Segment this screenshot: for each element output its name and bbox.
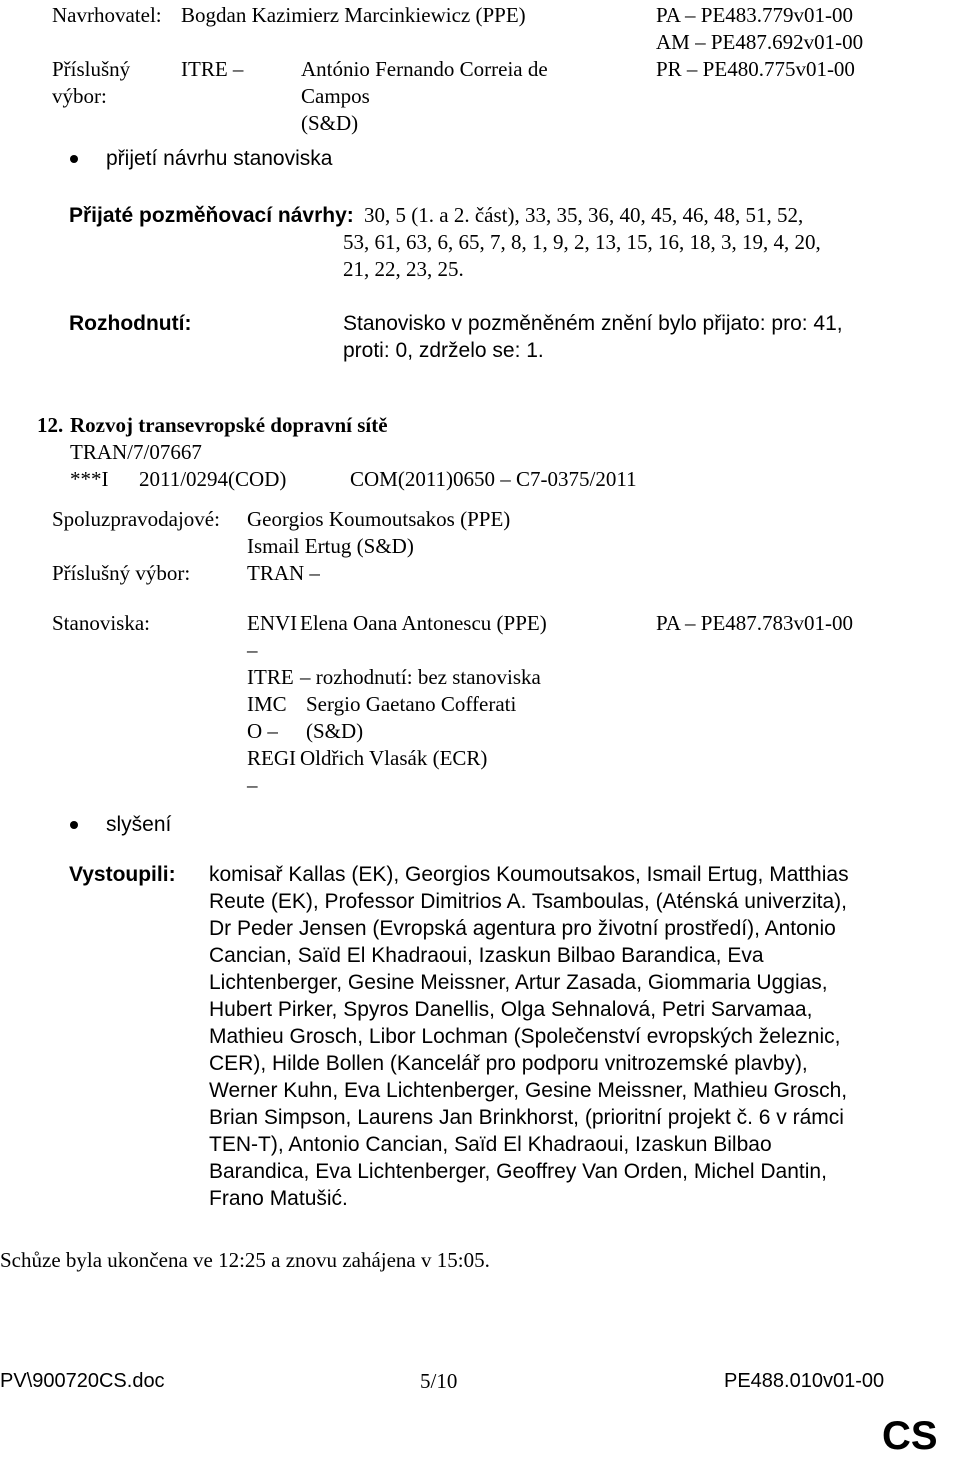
procedure-type: ***I: [70, 467, 109, 491]
reference-pa: PA – PE483.779v01-00: [656, 3, 854, 27]
opinion-envi-code: ENVI: [247, 611, 298, 635]
footer-page-number: 5/10: [420, 1369, 458, 1393]
speakers-line: TEN-T), Antonio Cancian, Saïd El Khadraoui, Izaskun Bilbao: [209, 1133, 772, 1156]
speakers-line: Cancian, Saïd El Khadraoui, Izaskun Bilbao Barandica, Eva: [209, 944, 764, 967]
amendments-line3: 21, 22, 23, 25.: [343, 257, 464, 281]
speakers-line: Mathieu Grosch, Libor Lochman (Společenství evropských železnic,: [209, 1025, 841, 1048]
speakers-line: Werner Kuhn, Eva Lichtenberger, Gesine Meissner, Mathieu Grosch,: [209, 1079, 848, 1102]
opinion-itre-code: ITRE: [247, 665, 294, 689]
opinion-imco-name: Sergio Gaetano Cofferati: [306, 692, 517, 716]
bullet-icon: [70, 155, 78, 163]
speakers-list: [209, 861, 849, 1212]
reference-am: AM – PE487.692v01-00: [656, 30, 864, 54]
speakers-line: CER), Hilde Bollen (Kancelář pro podporu vnitrozemské plavby),: [209, 1052, 808, 1075]
speakers-label: Vystoupili:: [69, 863, 176, 886]
opinion-envi-name: Elena Oana Antonescu (PPE): [300, 611, 547, 635]
decision-label: Rozhodnutí:: [69, 312, 192, 335]
document-code: COM(2011)0650 – C7-0375/2011: [350, 467, 637, 491]
speakers-line: Frano Matušić.: [209, 1187, 348, 1210]
footer-filename: PV\900720CS.doc: [0, 1370, 165, 1392]
opinion-imco-group: (S&D): [306, 719, 364, 743]
bullet-adoption-text: přijetí návrhu stanoviska: [106, 147, 333, 170]
speakers-line: Brian Simpson, Laurens Jan Brinkhorst, (prioritní projekt č. 6 v rámci: [209, 1106, 844, 1129]
bullet-hearing-text: slyšení: [106, 813, 172, 836]
opinion-envi-dash: –: [247, 638, 258, 662]
reference-pr: PR – PE480.775v01-00: [656, 57, 855, 81]
speakers-line: komisař Kallas (EK), Georgios Koumoutsakos, Ismail Ertug, Matthias: [209, 863, 849, 886]
committee-person-line3: (S&D): [301, 111, 359, 135]
committee-person-line1: António Fernando Correia de: [301, 57, 548, 81]
opinion-regi-code: REGI: [247, 746, 296, 770]
speakers-line: Hubert Pirker, Spyros Danellis, Olga Sehnalová, Petri Sarvamaa,: [209, 998, 813, 1021]
responsible-committee-value: TRAN –: [247, 561, 320, 585]
committee-code: ITRE –: [181, 57, 244, 81]
session-note: Schůze byla ukončena ve 12:25 a znovu zahájena v 15:05.: [0, 1248, 490, 1272]
decision-line1: Stanovisko v pozměněném znění bylo přijato: pro: 41,: [343, 312, 843, 335]
opinion-imco-code: IMC: [247, 692, 287, 716]
footer-reference: PE488.010v01-00: [724, 1370, 885, 1392]
committee-person-line2: Campos: [301, 84, 370, 108]
rapporteur-name: Bogdan Kazimierz Marcinkiewicz (PPE): [181, 3, 526, 27]
corapporteur-1: Georgios Koumoutsakos (PPE): [247, 507, 511, 531]
speakers-line: Dr Peder Jensen (Evropská agentura pro životní prostředí), Antonio: [209, 917, 836, 940]
language-code: CS: [882, 1414, 938, 1458]
opinion-imco-code-cont: O –: [247, 719, 278, 743]
opinions-label: Stanoviska:: [52, 611, 150, 635]
responsible-committee-label: Příslušný výbor:: [52, 561, 191, 585]
speakers-line: Barandica, Eva Lichtenberger, Geoffrey Van Orden, Michel Dantin,: [209, 1160, 827, 1183]
rapporteur-label: Navrhovatel:: [52, 3, 162, 27]
item-title: Rozvoj transevropské dopravní sítě: [70, 413, 388, 437]
opinion-regi-name: Oldřich Vlasák (ECR): [300, 746, 488, 770]
procedure-code: 2011/0294(COD): [139, 467, 287, 491]
opinion-envi-ref: PA – PE487.783v01-00: [656, 611, 854, 635]
bullet-icon: [70, 821, 78, 829]
item-number: 12.: [37, 413, 64, 437]
amendments-line1: 30, 5 (1. a 2. část), 33, 35, 36, 40, 45, 46, 48, 51, 52,: [364, 203, 804, 227]
corapporteurs-label: Spoluzpravodajové:: [52, 507, 220, 531]
committee-label-line1: Příslušný: [52, 57, 131, 81]
decision-line2: proti: 0, zdrželo se: 1.: [343, 339, 544, 362]
amendments-line2: 53, 61, 63, 6, 65, 7, 8, 1, 9, 2, 13, 15, 16, 18, 3, 19, 4, 20,: [343, 230, 821, 254]
procedure-number: TRAN/7/07667: [70, 440, 202, 464]
corapporteur-2: Ismail Ertug (S&D): [247, 534, 414, 558]
committee-label-line2: výbor:: [52, 84, 107, 108]
speakers-line: Lichtenberger, Gesine Meissner, Artur Zasada, Giommaria Uggias,: [209, 971, 828, 994]
opinion-regi-dash: –: [247, 773, 258, 797]
amendments-label: Přijaté pozměňovací návrhy:: [69, 204, 354, 227]
speakers-line: Reute (EK), Professor Dimitrios A. Tsamboulas, (Aténská univerzita),: [209, 890, 848, 913]
opinion-itre-decision: – rozhodnutí: bez stanoviska: [300, 665, 541, 689]
